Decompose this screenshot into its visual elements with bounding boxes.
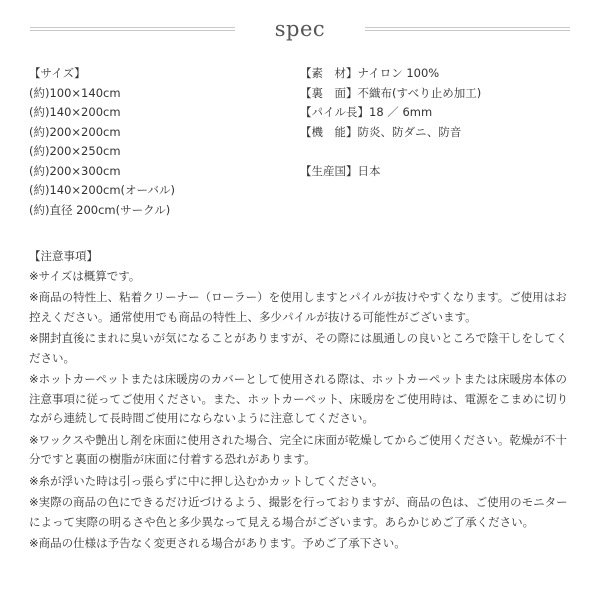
note-item: ※ワックスや艶出し剤を床面に使用された場合、完全に床面が乾燥してからご使用ください。乾燥が不十分ですと裏面の樹脂が床面に付着する恐れがあります。 — [29, 432, 567, 466]
spec-backing: 【裏 面】不織布(すべり止め加工) — [300, 85, 482, 100]
size-heading: 【サイズ】 — [29, 66, 86, 80]
note-item: ※サイズは概算です。 — [29, 268, 141, 283]
title-rule-right — [365, 27, 570, 31]
page-title: spec — [274, 17, 326, 41]
note-item: ※糸が浮いた時は引っ張らずに中に押し込むかカットしてください。 — [29, 473, 384, 488]
size-item: (約)140×200cm(オーバル) — [29, 183, 175, 197]
spec-list — [300, 64, 481, 181]
spec-origin: 【生産国】日本 — [300, 163, 381, 178]
notes-heading: 【注意事項】 — [29, 249, 98, 263]
note-item: ※ホットカーペットまたは床暖房のカバーとして使用される際は、ホットカーペットまたは床暖房本体の注意事項に従ってご使用ください。また、ホットカーペット、床暖房をご使用時は、電源をこまめに切りながら連続して長時間ご使用にならないように注意してください。 — [29, 372, 569, 425]
size-item: (約)100×140cm — [29, 85, 121, 100]
size-item: (約)200×300cm — [29, 163, 121, 178]
note-item: ※開封直後にまれに臭いが気になることがありますが、その際には風通しの良いところで陰干しをしてください。 — [29, 331, 568, 365]
spec-pile-length: 【パイル長】18 ／ 6mm — [300, 105, 433, 119]
spec-function: 【機 能】防炎、防ダニ、防音 — [300, 124, 462, 139]
spec-spacer — [300, 142, 481, 162]
note-item: ※商品の特性上、粘着クリーナー（ローラー）を使用しますとパイルが抜けやすくなります。ご使用はお控えください。通常使用でも商品の特性上、多少パイルが抜ける可能性がございます。 — [29, 290, 567, 324]
spec-material: 【素 材】ナイロン 100% — [300, 66, 440, 80]
note-item: ※実際の商品の色にできるだけ近づけるよう、撮影を行っておりますが、商品の色は、ご使用のモニターによって実際の明るさや色と多少異なって見える場合がございます。あらかじめご了承ください。 — [29, 495, 568, 529]
note-item: ※商品の仕様は予告なく変更される場合があります。予めご了承下さい。 — [29, 536, 406, 550]
size-list — [29, 64, 175, 220]
notes-section — [29, 247, 577, 556]
size-item: (約)200×200cm — [29, 124, 121, 139]
size-item: (約)200×250cm — [29, 144, 121, 158]
size-item: (約)140×200cm — [29, 105, 121, 119]
title-row — [0, 14, 600, 44]
size-item: (約)直径 200cm(サークル) — [29, 202, 171, 217]
